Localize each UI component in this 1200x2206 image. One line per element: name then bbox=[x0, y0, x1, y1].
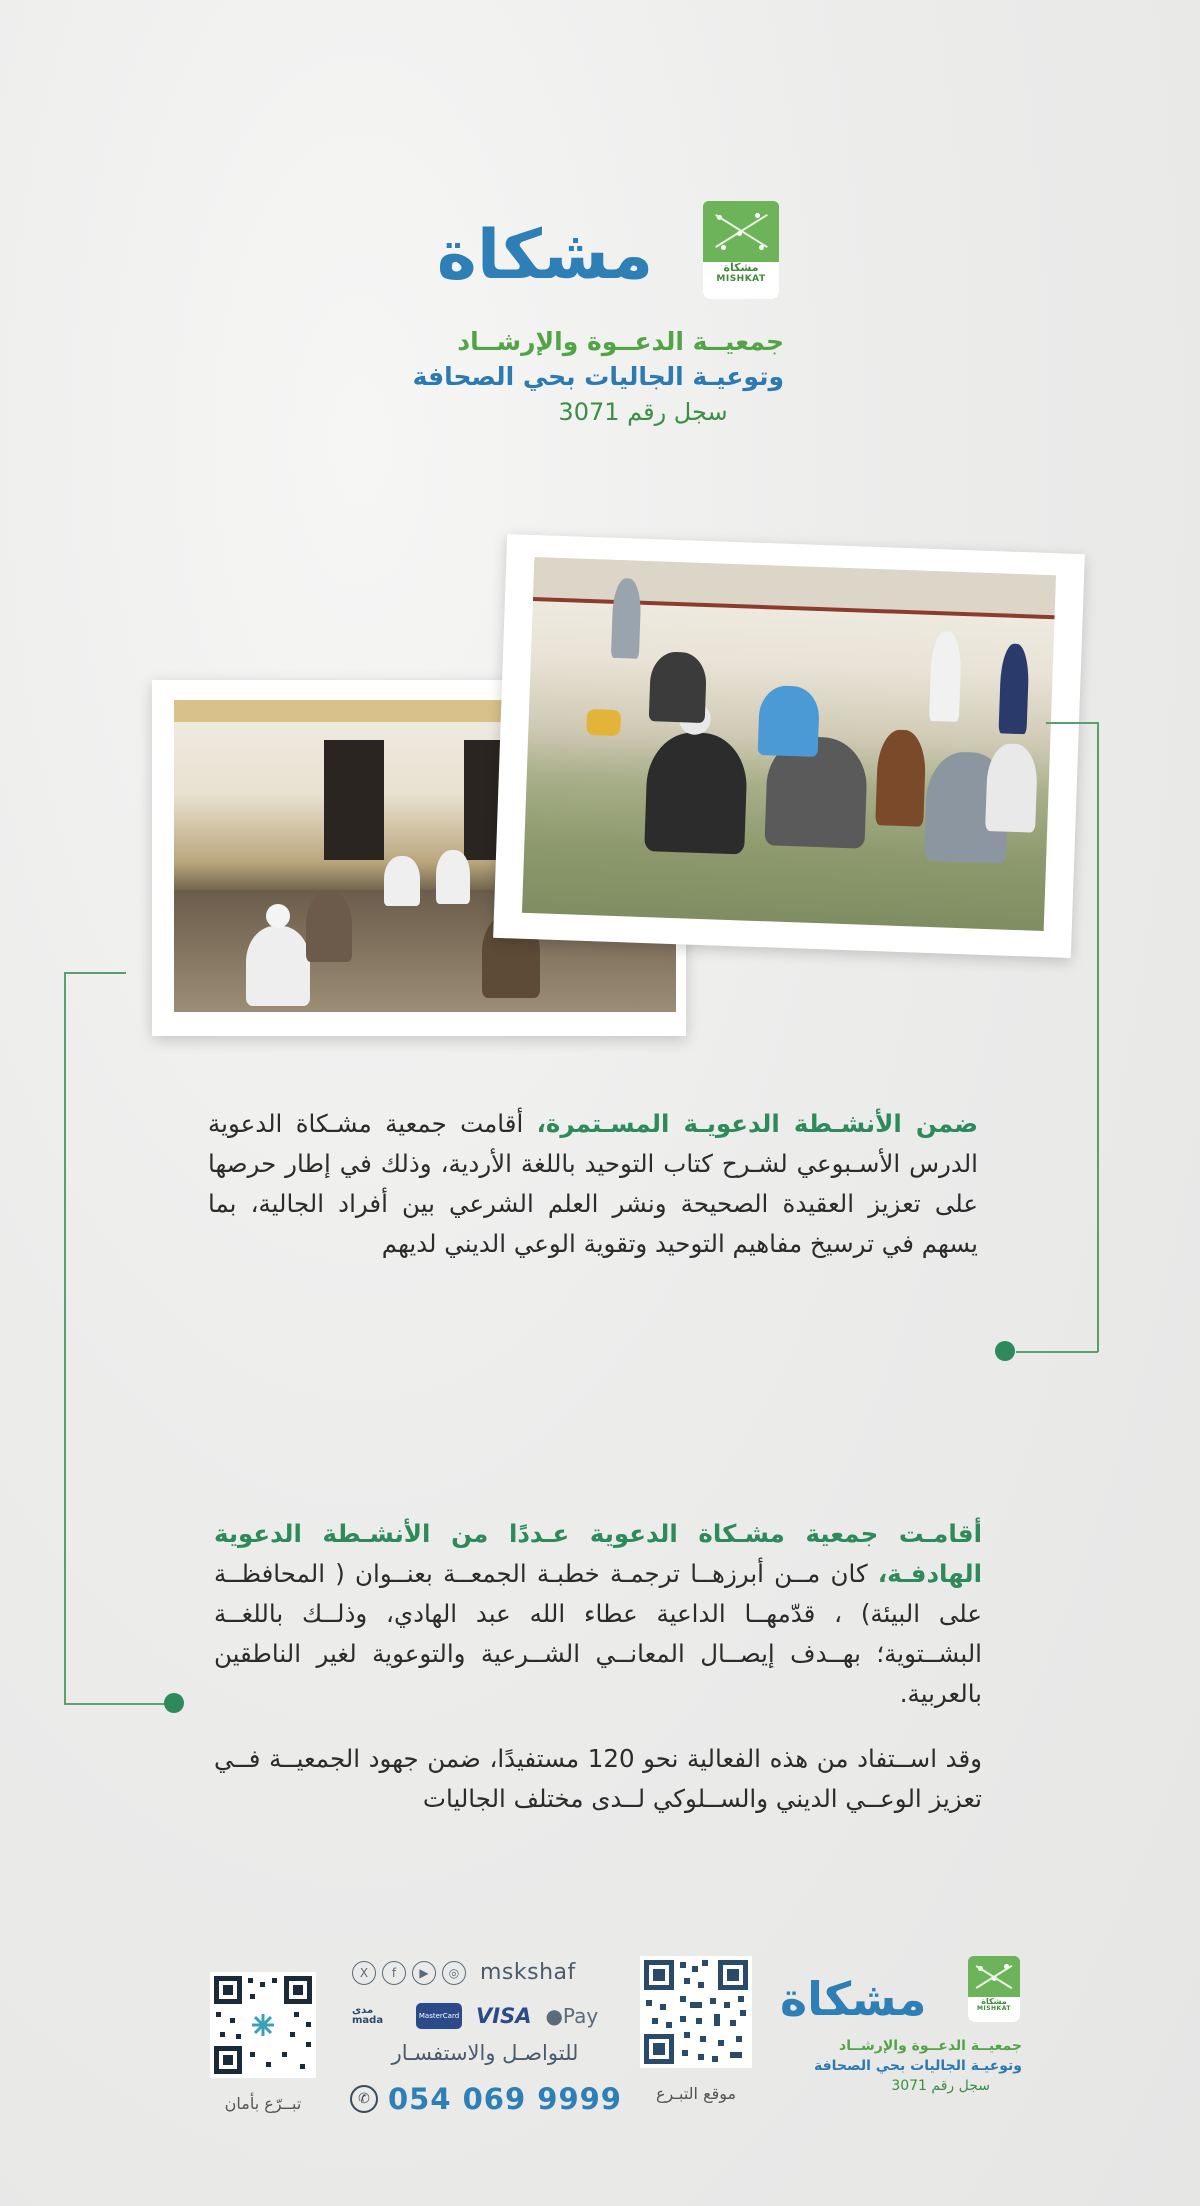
registration-number: سجل رقم 3071 bbox=[558, 398, 728, 426]
donation-qr-code[interactable] bbox=[640, 1956, 752, 2068]
paragraph-1-highlight: ضمن الأنشـطة الدعويـة المسـتمرة، bbox=[536, 1109, 978, 1138]
connector-top-right-h bbox=[1046, 722, 1098, 724]
paragraph-2-body: كان مــن أبرزهــا ترجمـة خطبـة الجمعــة بعنــوان ( المحافظــة على البيئة) ، قدّمهــا الداعية عطاء الله عبد الهادي، وذلــك باللغــة البشــتوية؛ بهــدف إيصــال المعانــي الشــرعية والتوعوية لغير الناطقين بالعربية. bbox=[214, 1559, 982, 1708]
connector-right-bottom-h bbox=[1016, 1351, 1098, 1353]
timeline-dot-2 bbox=[164, 1693, 184, 1713]
mosque-photo-right bbox=[522, 557, 1056, 931]
visa-icon: VISA bbox=[476, 2004, 532, 2028]
star-pattern-icon bbox=[703, 201, 779, 262]
mada-icon: مدى mada bbox=[352, 2005, 384, 2026]
phone-row[interactable] bbox=[350, 2082, 622, 2116]
activity-paragraph-2b bbox=[214, 1739, 982, 1819]
x-twitter-icon[interactable]: X bbox=[352, 1961, 376, 1985]
activity-paragraph-2 bbox=[214, 1514, 982, 1714]
social-handle[interactable]: mskshaf bbox=[480, 1960, 576, 1985]
footer-org-line1: جمعيــة الدعــوة والإرشــاد bbox=[839, 2038, 1022, 2054]
timeline-dot-1 bbox=[995, 1341, 1015, 1361]
phone-icon: ✆ bbox=[350, 2085, 378, 2113]
donation-site-label: موقع التبـرع bbox=[655, 2084, 737, 2103]
payment-methods-row bbox=[352, 2003, 598, 2029]
instagram-icon[interactable]: ◎ bbox=[442, 1961, 466, 1985]
footer-registration: سجل رقم 3071 bbox=[891, 2078, 990, 2094]
org-name-line1: جمعيــة الدعــوة والإرشــاد bbox=[457, 327, 784, 356]
contact-label: للتواصـل والاستفسـار bbox=[391, 2041, 579, 2065]
badge-name-ar: مشكاة bbox=[723, 260, 759, 274]
footer-logo-wordmark: مشكاة bbox=[780, 1972, 927, 2026]
footer-badge-name-en: MISHKAT bbox=[977, 2005, 1011, 2013]
connector-right-v bbox=[1097, 722, 1099, 1352]
connector-left-bottom-h bbox=[64, 1703, 168, 1705]
safe-donation-label: تبــرّع بأمان bbox=[224, 2094, 302, 2113]
badge-name-en: MISHKAT bbox=[716, 274, 766, 285]
header-logo-wordmark: مشكاة bbox=[436, 216, 654, 295]
activity-paragraph-1 bbox=[208, 1104, 978, 1264]
youtube-icon[interactable]: ▶ bbox=[412, 1961, 436, 1985]
facebook-icon[interactable]: f bbox=[382, 1961, 406, 1985]
org-name-line2: وتوعيـة الجاليات بحي الصحافة bbox=[412, 362, 784, 391]
header-logo-badge bbox=[703, 201, 779, 299]
safe-donation-qr-code[interactable] bbox=[210, 1972, 316, 2078]
connector-left-v bbox=[64, 972, 66, 1704]
paragraph-2-highlight: أقامـت جمعية مشـكاة الدعوية عـددًا من الأنشـطة الدعوية الهادفـة، bbox=[214, 1519, 982, 1588]
apple-pay-icon: ●Pay bbox=[545, 2004, 599, 2028]
social-row bbox=[352, 1960, 576, 1985]
phone-number[interactable]: 054 069 9999 bbox=[388, 2082, 622, 2116]
footer-org-line2: وتوعيـة الجاليات بحي الصحافة bbox=[814, 2058, 1022, 2074]
footer-badge-name-ar: مشكاة bbox=[981, 1996, 1007, 2006]
connector-left-top-h bbox=[64, 972, 126, 974]
footer-star-pattern-icon bbox=[968, 1956, 1020, 1997]
footer-logo-badge bbox=[968, 1956, 1020, 2022]
paragraph-2b-body: وقد اســتفاد من هذه الفعالية نحو 120 مستفيدًا، ضمن جهود الجمعيــة فــي تعزيز الوعــي الديني والســلوكي لــدى مختلف الجاليات bbox=[214, 1744, 982, 1813]
mastercard-icon: MasterCard bbox=[416, 2003, 462, 2029]
paragraph-1-body: أقامت جمعية مشـكاة الدعوية الدرس الأسـبوعي لشـرح كتاب التوحيد باللغة الأردية، وذلك في إطار حرصها على تعزيز العقيدة الصحيحة ونشر العلم الشرعي بين أفراد الجالية، بما يسهم في ترسيخ مفاهيم التوحيد وتقوية الوعي الديني لديهم bbox=[208, 1109, 978, 1258]
